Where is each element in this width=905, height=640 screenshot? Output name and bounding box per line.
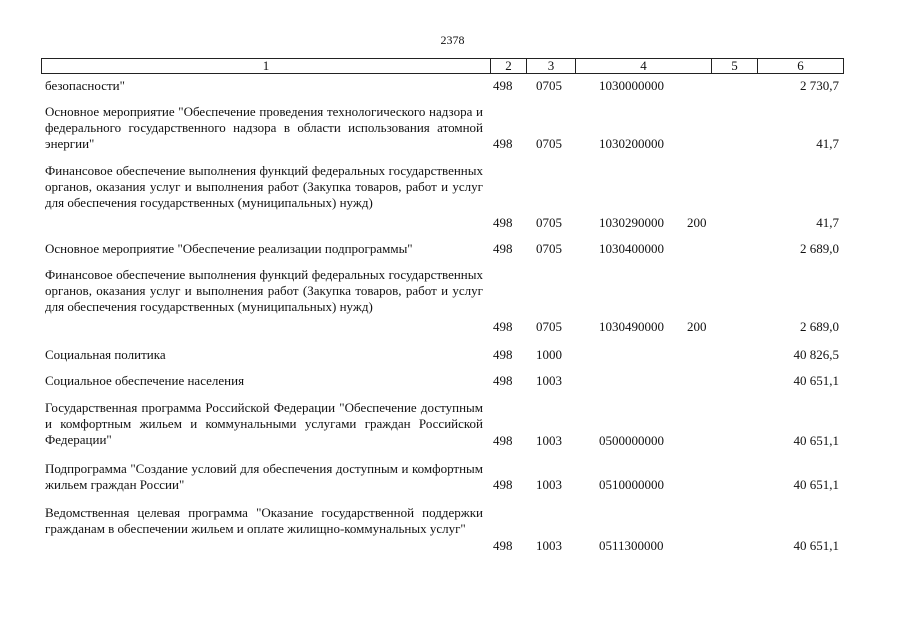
row-description: Основное мероприятие "Обеспечение реализации подпрограммы" bbox=[45, 241, 413, 256]
row-col-4: 1030000000 bbox=[599, 78, 664, 93]
row-col-4: 0511300000 bbox=[599, 538, 664, 553]
row-col-2: 498 bbox=[493, 538, 513, 553]
row-col-4: 0510000000 bbox=[599, 477, 664, 492]
header-col-6: 6 bbox=[757, 59, 843, 73]
table-row bbox=[45, 400, 841, 448]
row-description: Финансовое обеспечение выполнения функций федеральных государственных органов, оказания услуг и выполнения работ (Закупка товаров, работ и услуг для обеспечения государственных (муниципальных) нужд) bbox=[45, 163, 483, 210]
table-row bbox=[45, 373, 841, 389]
header-col-2: 2 bbox=[490, 59, 526, 73]
table-row bbox=[45, 163, 841, 230]
row-col-4: 1030200000 bbox=[599, 136, 664, 151]
table-row bbox=[45, 267, 841, 334]
row-col-6: 40 826,5 bbox=[793, 347, 839, 362]
row-col-6: 2 730,7 bbox=[800, 78, 839, 93]
row-col-4: 0500000000 bbox=[599, 433, 664, 448]
row-col-3: 1003 bbox=[536, 538, 562, 553]
row-col-6: 40 651,1 bbox=[793, 477, 839, 492]
row-description: безопасности" bbox=[45, 78, 125, 93]
row-description: Финансовое обеспечение выполнения функций федеральных государственных органов, оказания услуг и выполнения работ (Закупка товаров, работ и услуг для обеспечения государственных (муниципальных) нужд) bbox=[45, 267, 483, 314]
row-col-2: 498 bbox=[493, 215, 513, 230]
row-col-4: 1030290000 bbox=[599, 215, 664, 230]
row-description: Основное мероприятие "Обеспечение проведения технологического надзора и федерального государственного надзора в области использования атомной энергии" bbox=[45, 104, 483, 151]
header-col-4: 4 bbox=[575, 59, 711, 73]
row-col-2: 498 bbox=[493, 373, 513, 388]
row-col-2: 498 bbox=[493, 78, 513, 93]
row-description: Государственная программа Российской Федерации "Обеспечение доступным и комфортным жильем и коммунальными услугами граждан Российской Федерации" bbox=[45, 400, 483, 447]
row-col-5: 200 bbox=[687, 319, 707, 334]
table-row bbox=[45, 104, 841, 152]
row-col-3: 0705 bbox=[536, 319, 562, 334]
header-col-3: 3 bbox=[526, 59, 575, 73]
row-col-4: 1030490000 bbox=[599, 319, 664, 334]
page-number: 2378 bbox=[440, 33, 465, 47]
row-col-3: 0705 bbox=[536, 136, 562, 151]
row-col-3: 0705 bbox=[536, 215, 562, 230]
table-row bbox=[45, 347, 841, 363]
table-row bbox=[45, 505, 841, 553]
row-col-2: 498 bbox=[493, 477, 513, 492]
row-col-5: 200 bbox=[687, 215, 707, 230]
row-col-6: 2 689,0 bbox=[800, 241, 839, 256]
header-col-1: 1 bbox=[262, 58, 270, 73]
row-col-3: 1003 bbox=[536, 433, 562, 448]
row-col-6: 41,7 bbox=[816, 215, 839, 230]
row-col-3: 1003 bbox=[536, 477, 562, 492]
row-description: Социальное обеспечение населения bbox=[45, 373, 245, 388]
table-row bbox=[45, 241, 841, 257]
table-row bbox=[45, 461, 841, 493]
row-col-3: 1003 bbox=[536, 373, 562, 388]
row-col-6: 2 689,0 bbox=[800, 319, 839, 334]
row-col-6: 40 651,1 bbox=[793, 538, 839, 553]
row-col-6: 40 651,1 bbox=[793, 433, 839, 448]
row-col-2: 498 bbox=[493, 347, 513, 362]
row-col-3: 1000 bbox=[536, 347, 562, 362]
row-col-6: 40 651,1 bbox=[793, 373, 839, 388]
row-description: Подпрограмма "Создание условий для обеспечения доступным и комфортным жильем граждан России" bbox=[45, 461, 483, 492]
row-col-6: 41,7 bbox=[816, 136, 839, 151]
table-header bbox=[41, 58, 844, 74]
row-col-2: 498 bbox=[493, 241, 513, 256]
header-col-5: 5 bbox=[711, 59, 757, 73]
row-col-4: 1030400000 bbox=[599, 241, 664, 256]
row-col-3: 0705 bbox=[536, 78, 562, 93]
table-row bbox=[45, 78, 841, 94]
row-col-2: 498 bbox=[493, 319, 513, 334]
row-col-2: 498 bbox=[493, 136, 513, 151]
row-description: Ведомственная целевая программа "Оказание государственной поддержки гражданам в обеспечении жильем и оплате жилищно-коммунальных услуг" bbox=[45, 505, 483, 536]
row-col-2: 498 bbox=[493, 433, 513, 448]
row-description: Социальная политика bbox=[45, 347, 166, 362]
row-col-3: 0705 bbox=[536, 241, 562, 256]
